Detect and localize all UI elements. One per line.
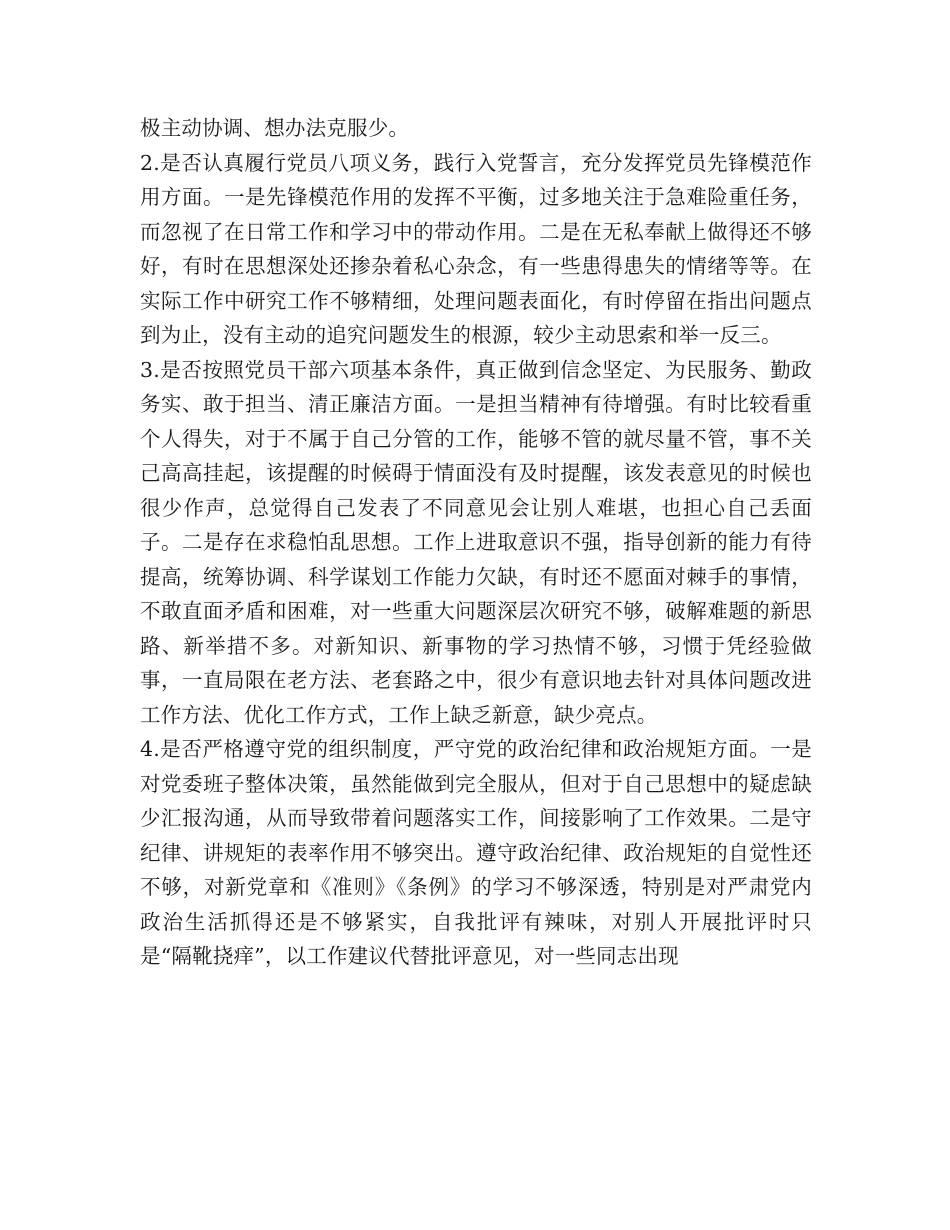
paragraph-item-2: 2.是否认真履行党员八项义务，践行入党誓言，充分发挥党员先锋模范作用方面。一是先锋模范作用的发挥不平衡，过多地关注于急难险重任务，而忽视了在日常工作和学习中的带动作用。二是在无私奉献上做得还不够好，有时在思想深处还掺杂着私心杂念，有一些患得患失的情绪等等。在实际工作中研究工作不够精细，处理问题表面化，有时停留在指出问题点到为止，没有主动的追究问题发生的根源，较少主动思索和举一反三。 <box>140 150 812 347</box>
document-body <box>140 111 812 974</box>
paragraph-continuation: 极主动协调、想办法克服少。 <box>140 116 410 140</box>
paragraph-item-4: 4.是否严格遵守党的组织制度，严守党的政治纪律和政治规矩方面。一是对党委班子整体决策，虽然能做到完全服从，但对于自己思想中的疑虑缺少汇报沟通，从而导致带着问题落实工作，间接影响了工作效果。二是守纪律、讲规矩的表率作用不够突出。遵守政治纪律、政治规矩的自觉性还不够，对新党章和《准则》《条例》的学习不够深透，特别是对严肃党内政治生活抓得还是不够紧实，自我批评有辣味，对别人开展批评时只是“隔靴挠痒”，以工作建议代替批评意见，对一些同志出现 <box>140 737 812 968</box>
paragraph-item-3: 3.是否按照党员干部六项基本条件，真正做到信念坚定、为民服务、勤政务实、敢于担当、清正廉洁方面。一是担当精神有待增强。有时比较看重个人得失，对于不属于自己分管的工作，能够不管的就尽量不管，事不关己高高挂起，该提醒的时候碍于情面没有及时提醒，该发表意见的时候也很少作声，总觉得自己发表了不同意见会让别人难堪，也担心自己丢面子。二是存在求稳怕乱思想。工作上进取意识不强，指导创新的能力有待提高，统筹协调、科学谋划工作能力欠缺，有时还不愿面对棘手的事情，不敢直面矛盾和困难，对一些重大问题深层次研究不够，破解难题的新思路、新举措不多。对新知识、新事物的学习热情不够，习惯于凭经验做事，一直局限在老方法、老套路之中，很少有意识地去针对具体问题改进工作方法、优化工作方式，工作上缺乏新意，缺少亮点。 <box>140 357 812 727</box>
